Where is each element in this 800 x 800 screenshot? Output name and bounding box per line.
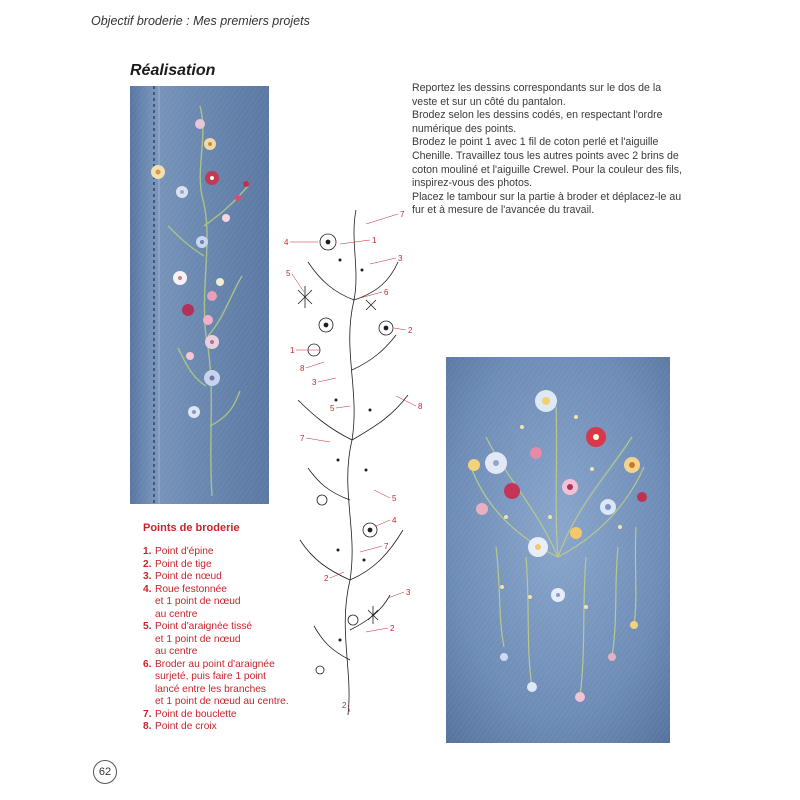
- legend-item-text: Point de nœud: [155, 571, 222, 582]
- diagram-label: 5: [330, 404, 335, 413]
- diagram-label: 1: [372, 236, 377, 245]
- legend-item: [143, 621, 343, 659]
- diagram-label: 2: [324, 574, 329, 583]
- legend-item-text: Roue festonnée et 1 point de nœud au centre: [155, 583, 241, 620]
- diagram-label: 8: [300, 364, 305, 373]
- diagram-label: 3: [398, 254, 403, 263]
- legend-list: [143, 546, 343, 734]
- page-number: 62: [93, 760, 117, 784]
- legend-item-text: Broder au point d'araignée surjeté, puis faire 1 point lancé entre les branches et 1 point de nœud au centre.: [155, 658, 289, 707]
- legend-item-text: Point de tige: [155, 558, 212, 570]
- legend-item: [143, 709, 343, 722]
- stitch-legend: [143, 522, 343, 734]
- section-title: Réalisation: [130, 62, 216, 79]
- diagram-label: 8: [418, 402, 423, 411]
- legend-item-number: 6.: [143, 658, 152, 670]
- diagram-label: 2: [390, 624, 395, 633]
- legend-item-text: Point de croix: [155, 721, 217, 732]
- diagram-label: 7: [400, 210, 405, 219]
- embroidery-photo-jacket: [446, 357, 670, 743]
- legend-item-number: 3.: [143, 571, 152, 582]
- legend-item: [143, 584, 343, 622]
- instruction-paragraph: Placez le tambour sur la partie à broder et déplacez-le au fur et à mesure de l'avancée du travail.: [412, 190, 682, 217]
- legend-item-text: Point d'épine: [155, 546, 214, 557]
- legend-item-number: 7.: [143, 708, 152, 720]
- diagram-label: 7: [384, 542, 389, 551]
- legend-item: [143, 546, 343, 559]
- diagram-label: 3: [312, 378, 317, 387]
- embroidery-photo-trouser: [130, 86, 269, 504]
- legend-item-number: 4.: [143, 583, 152, 595]
- instruction-paragraph: Reportez les dessins correspondants sur le dos de la veste et sur un côté du pantalon.: [412, 82, 662, 108]
- diagram-label: 5: [286, 269, 291, 278]
- legend-item: [143, 721, 343, 734]
- legend-item-number: 1.: [143, 546, 152, 557]
- diagram-label: 4: [392, 516, 397, 525]
- diagram-label: 2: [408, 326, 413, 335]
- diagram-label: 1: [290, 346, 295, 355]
- instruction-paragraph: Brodez selon les dessins codés, en respectant l'ordre numérique des points.: [412, 109, 663, 135]
- running-head: Objectif broderie : Mes premiers projets: [91, 14, 310, 28]
- legend-item-text: Point d'araignée tissé et 1 point de nœud au centre: [155, 621, 253, 657]
- legend-item-number: 2.: [143, 558, 152, 570]
- diagram-label: 7: [300, 434, 305, 443]
- diagram-label: 2: [342, 701, 347, 710]
- diagram-label: 5: [392, 494, 397, 503]
- diagram-label: 4: [284, 238, 289, 247]
- legend-title: Points de broderie: [143, 522, 240, 534]
- legend-item-number: 8.: [143, 721, 152, 732]
- instruction-paragraph: Brodez le point 1 avec 1 fil de coton perlé et l'aiguille Chenille. Travaillez tous les autres points avec 2 brins de coton mouliné et l'aiguille Crewel. Pour la couleur des fils, inspirez-vous des photos.: [412, 136, 682, 190]
- diagram-label: 6: [384, 288, 389, 297]
- legend-item: [143, 659, 343, 709]
- diagram-label: 3: [406, 588, 411, 597]
- legend-item-number: 5.: [143, 621, 152, 632]
- legend-item-text: Point de bouclette: [155, 708, 237, 720]
- legend-item: [143, 571, 343, 584]
- instructions-text: [412, 82, 682, 218]
- legend-item: [143, 559, 343, 572]
